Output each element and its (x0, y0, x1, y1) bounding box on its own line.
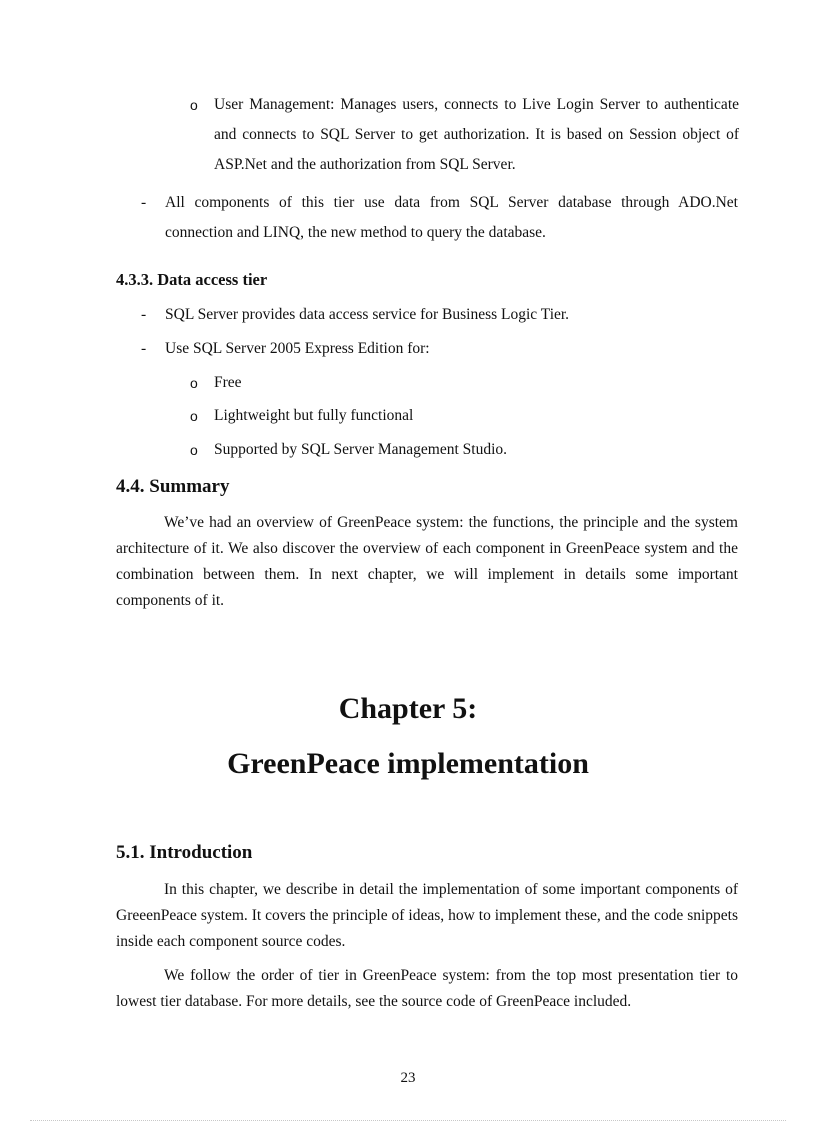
section-heading-44: 4.4. Summary (116, 476, 230, 497)
section-heading-433: 4.3.3. Data access tier (116, 270, 268, 289)
chapter-title: GreenPeace implementation (227, 747, 589, 780)
intro-paragraph-2: We follow the order of tier in GreenPeace system: from the top most presentation tier to lowest tier database. For more details, see the source code of GreenPeace included. (116, 967, 738, 1010)
page-number: 23 (400, 1070, 416, 1086)
sub-item-lightweight: Lightweight but fully functional (214, 407, 414, 424)
circle-bullet: o (190, 375, 198, 391)
dash-bullet: - (141, 306, 147, 323)
footer-divider (30, 1120, 786, 1121)
dash-bullet: - (141, 340, 147, 357)
data-access-item-1: SQL Server provides data access service for Business Logic Tier. (165, 306, 570, 323)
user-management-item: User Management: Manages users, connects to Live Login Server to authenticate and connects to SQL Server to get authorization. It is based on Session object of ASP.Net and the authorization from SQL Server. (214, 96, 739, 173)
circle-bullet: o (190, 442, 198, 458)
all-components-item: All components of this tier use data from SQL Server database through ADO.Net connection and LINQ, the new method to query the database. (165, 194, 738, 241)
sub-item-free: Free (214, 374, 242, 391)
intro-paragraph-1: In this chapter, we describe in detail the implementation of some important components of GreeenPeace system. It covers the principle of ideas, how to implement these, and the code snippets inside each component source codes. (116, 881, 738, 950)
sub-item-supported: Supported by SQL Server Management Studio. (214, 441, 508, 458)
circle-bullet: o (190, 408, 198, 424)
dash-bullet: - (141, 194, 147, 211)
section-heading-51: 5.1. Introduction (116, 842, 253, 863)
chapter-number: Chapter 5: (338, 692, 478, 725)
data-access-item-2: Use SQL Server 2005 Express Edition for: (165, 340, 430, 357)
circle-bullet: o (190, 97, 198, 113)
summary-paragraph: We’ve had an overview of GreenPeace system: the functions, the principle and the system architecture of it. We also discover the overview of each component in GreenPeace system and the combination between them. In next chapter, we will implement in details some important components of it. (116, 514, 738, 609)
